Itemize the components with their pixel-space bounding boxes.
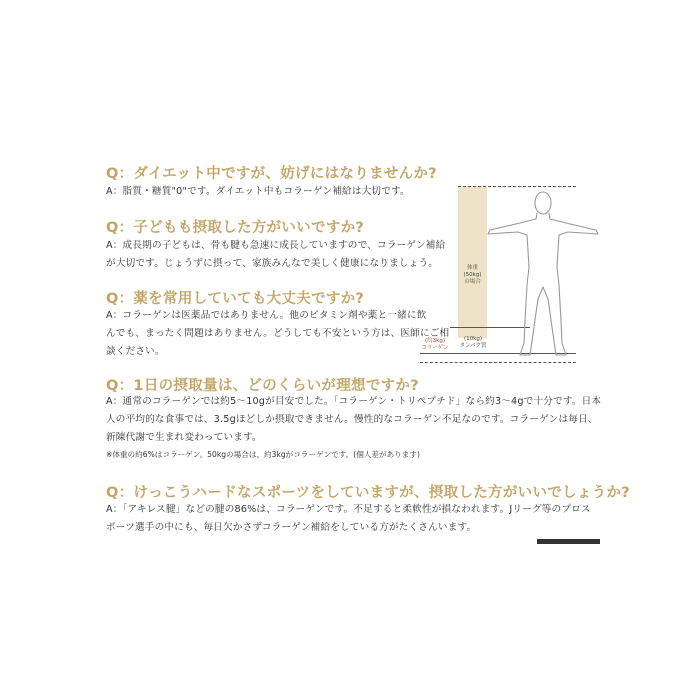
weight-label-line: (50kg): [463, 272, 482, 278]
faq-answer-3: [106, 307, 449, 361]
weight-label-line: の場合: [464, 279, 481, 285]
answer-line: A：「アキレス腱」などの腱の86%は、コラーゲンです。不足すると柔軟性が損なわれます。Jリーグ等のプロス: [106, 504, 591, 515]
answer-line: A：脂質・糖質"0"です。ダイエット中もコラーゲン補給は大切です。: [106, 186, 410, 197]
weight-bar: [458, 186, 487, 338]
faq-question-5: Q：けっこうハードなスポーツをしていますが、摂取した方がいいでしょうか?: [106, 485, 630, 501]
faq-question-1: Q：ダイエット中ですが、妨げにはなりませんか?: [106, 166, 437, 182]
answer-line: 談ください。: [106, 346, 165, 357]
answer-line: A：コラーゲンは医薬品ではありません。他のビタミン剤や薬と一緒に飲: [106, 310, 427, 321]
weight-label: [458, 265, 487, 286]
answer-line: A：成長期の子どもは、骨も腱も急速に成長していますので、コラーゲン補給: [106, 240, 446, 251]
faq-answer-1: [106, 183, 410, 201]
bottom-dashed-line: [420, 362, 576, 363]
protein-label: [454, 336, 492, 350]
answer-line: 人の平均的な食事では、3.5gほどしか摂取できません。慢性的なコラーゲン不足なのです。コラーゲンは毎日、: [106, 414, 598, 425]
image-edge-strip: [537, 539, 600, 544]
top-dashed-line: [458, 186, 576, 187]
protein-label-line: (10kg): [464, 336, 482, 342]
answer-line: 新陳代謝で生まれ変わっています。: [106, 432, 262, 443]
answer-line: ポーツ選手の中にも、毎日欠かさずコラーゲン補給をしている方がたくさんいます。: [106, 522, 477, 533]
collagen-label-line: (約3kg): [425, 338, 445, 344]
faq-answer-2: [106, 237, 445, 273]
human-figure-icon: [486, 189, 600, 361]
faq-question-4: Q：1日の摂取量は、どのくらいが理想ですか?: [106, 378, 419, 394]
faq-answer-4: [106, 393, 601, 447]
protein-label-line: タンパク質: [459, 343, 487, 349]
answer-line: が大切です。じょうずに摂って、家族みんなで美しく健康になりましょう。: [106, 258, 439, 269]
faq-note: ※体重の約6%はコラーゲン。50kgの場合は、約3kgがコラーゲンです。(個人差があります): [106, 450, 420, 459]
answer-line: んでも、まったく問題はありません。どうしても不安という方は、医師にご相: [106, 328, 450, 339]
collagen-label: [420, 338, 450, 352]
faq-question-2: Q：子どもも摂取した方がいいですか?: [106, 220, 365, 236]
collagen-label-line: コラーゲン: [421, 345, 449, 351]
weight-label-line: 体重: [466, 265, 478, 271]
faq-answer-5: [106, 501, 591, 537]
answer-line: A：通常のコラーゲンでは約5〜10gが目安でした。「コラーゲン・トリペプチド」なら約3〜4gで十分です。日本: [106, 396, 602, 407]
body-composition-figure: [420, 175, 600, 375]
faq-question-3: Q：薬を常用していても大丈夫ですか?: [106, 291, 365, 307]
